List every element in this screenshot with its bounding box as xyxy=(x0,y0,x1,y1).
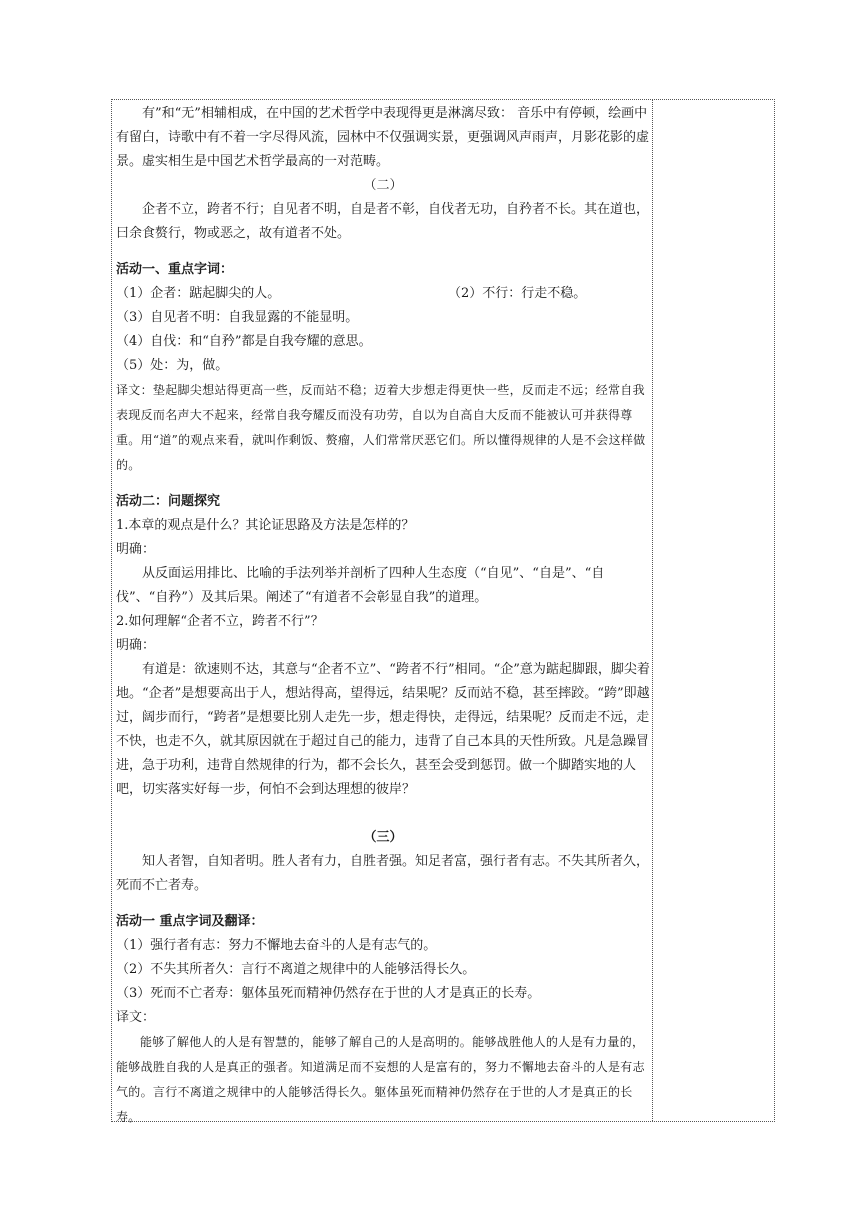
word-item: （1）企者：踮起脚尖的人。 xyxy=(116,286,281,301)
answer-label: 明确： xyxy=(116,638,156,653)
notes-column xyxy=(652,100,776,1121)
lesson-table xyxy=(111,99,775,1122)
word-item: （2）不失其所者久：言行不离道之规律中的人能够活得长久。 xyxy=(116,962,476,977)
translation-label: 译文： xyxy=(116,1010,156,1025)
section-three-text: 知人者智，自知者明。胜人者有力，自胜者强。知足者富，强行者有志。不失其所者久，死而不亡者寿。 xyxy=(116,854,650,893)
activity-two-title: 活动二：问题探究 xyxy=(116,494,221,509)
activity-one-title-3: 活动一 重点字词及翻译： xyxy=(116,914,264,929)
word-item: （3）自见者不明：自我显露的不能显明。 xyxy=(116,310,359,325)
main-content-cell xyxy=(116,102,650,1130)
answer-label: 明确： xyxy=(116,542,156,557)
answer-one: 从反面运用排比、比喻的手法列举并剖析了四种人生态度（“自见”、“自是”、“自伐”、“自矜”）及其后果。阐述了“有道者不会彰显自我”的道理。 xyxy=(116,566,605,605)
art-philosophy-paragraph: 有”和“无”相辅相成，在中国的艺术哲学中表现得更是淋漓尽致： 音乐中有停顿，绘画中有留白，诗歌中有不着一字尽得风流，园林中不仅强调实景，更强调风声雨声，月影花影的虚景。虚实相生是中国艺术哲学最高的一对范畴。 xyxy=(116,106,650,169)
word-row xyxy=(116,282,650,306)
translation-paragraph: 译文：垫起脚尖想站得更高一些，反而站不稳；迈着大步想走得更快一些，反而走不远；经常自我表现反而名声大不起来，经常自我夸耀反而没有功劳，自以为自高自大反而不能被认可并获得尊重。用“道”的观点来看，就叫作剩饭、赘瘤，人们常常厌恶它们。所以懂得规律的人是不会这样做的。 xyxy=(116,383,646,472)
word-item: （3）死而不亡者寿：躯体虽死而精神仍然存在于世的人才是真正的长寿。 xyxy=(116,986,541,1001)
question-two: 2.如何理解“企者不立，跨者不行”？ xyxy=(116,614,324,629)
word-item: （2）不行：行走不稳。 xyxy=(448,286,587,301)
translation-paragraph-3: 能够了解他人的人是有智慧的，能够了解自己的人是高明的。能够战胜他人的人是有力量的，能够战胜自我的人是真正的强者。知道满足而不妄想的人是富有的，努力不懈地去奋斗的人是有志气的。言行不离道之规律中的人能够活得长久。躯体虽死而精神仍然存在于世的人才是真正的长寿。 xyxy=(116,1035,645,1124)
activity-one-title: 活动一、重点字词： xyxy=(116,262,234,277)
section-two-heading: （二） xyxy=(363,178,403,193)
word-item: （1）强行者有志：努力不懈地去奋斗的人是有志气的。 xyxy=(116,938,437,953)
answer-two: 有道是：欲速则不达，其意与“企者不立”、“跨者不行”相同。“企”意为踮起脚跟，脚尖着地。“企者”是想要高出于人，想站得高，望得远，结果呢？反而站不稳，甚至摔跤。“跨”即越过，阔步而行，“跨者”是想要比别人走先一步，想走得快，走得远，结果呢？反而走不远，走不快，也走不久，就其原因就在于超过自己的能力，违背了自己本具的天性所致。凡是急躁冒进，急于功利，违背自然规律的行为，都不会长久，甚至会受到惩罚。做一个脚踏实地的人吧，切实落实好每一步，何怕不会到达理想的彼岸？ xyxy=(116,662,650,797)
word-item: （5）处：为，做。 xyxy=(116,358,229,373)
word-item: （4）自伐：和“自矜”都是自我夸耀的意思。 xyxy=(116,334,372,349)
section-two-text: 企者不立，跨者不行；自见者不明，自是者不彰，自伐者无功，自矜者不长。其在道也，曰余食赘行，物或恶之，故有道者不处。 xyxy=(116,202,650,241)
question-one: 1.本章的观点是什么？其论证思路及方法是怎样的？ xyxy=(116,518,415,533)
section-three-heading: （三） xyxy=(363,830,403,845)
